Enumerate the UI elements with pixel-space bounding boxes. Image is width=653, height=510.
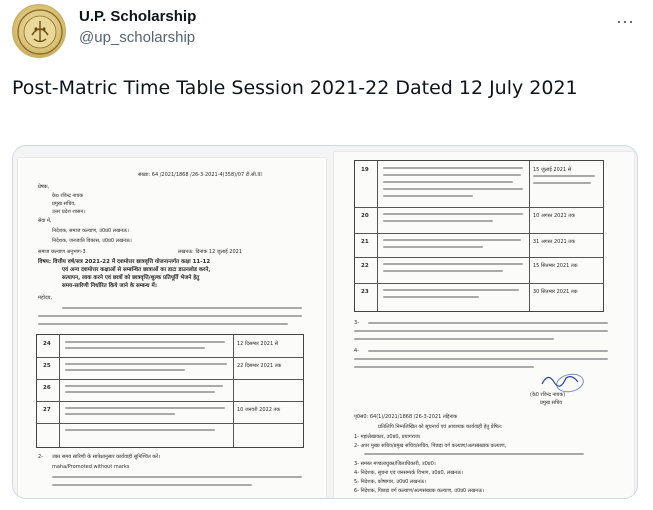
schedule-table: [354, 160, 604, 312]
table-cell-date: 15 सितम्बर 2021 तक: [533, 263, 578, 269]
table-cell-date: 12 दिसम्बर 2021 से: [237, 341, 279, 347]
tweet-text: Post-Matric Time Table Session 2021-22 Dated 12 July 2021: [12, 77, 578, 99]
text-line: [62, 307, 302, 309]
table-row-number: 22: [361, 263, 369, 269]
document-page-left: [18, 158, 326, 499]
table-row-number: 26: [43, 385, 51, 391]
sender-name: केo रविन्द्र नायक: [52, 193, 84, 199]
table-cell-date: 30 सितम्बर 2021 तक: [533, 289, 578, 295]
schedule-table: [36, 334, 304, 448]
footer-line: उक्त समय सारिणी के सापेक्षानुसार कार्यवाही सुनिश्चित करें।: [52, 454, 161, 460]
sender-org: उत्तर प्रदेश शासन।: [52, 209, 86, 215]
table-row-number: 25: [43, 363, 51, 369]
table-row-number: 24: [43, 341, 51, 347]
sender-title: प्रमुख सचिव,: [52, 201, 76, 207]
letter-reference: संख्या: 64 /2021/1868 /26-3-2021-4(358)/07 टी.सी.III: [138, 172, 262, 178]
table-cell-date: 22 दिसम्बर 2021 तक: [237, 363, 282, 369]
text-line: [38, 323, 288, 325]
salutation: महोदय,: [38, 295, 53, 301]
text-line: [52, 484, 252, 486]
to-label: सेवा में,: [38, 218, 52, 224]
text-line: [364, 453, 584, 455]
table-row-number: 27: [43, 407, 51, 413]
recipient-2: निदेशक, जनजाति विकास, उ0प्र0 लखनऊ।: [52, 238, 132, 244]
table-cell-date: 10 जनवरी 2022 तक: [237, 407, 281, 413]
user-handle[interactable]: @up_scholarship: [79, 29, 196, 46]
text-line: [354, 330, 608, 332]
signatory-name: (के0 रविन्द्र नायक): [530, 392, 566, 398]
text-line: [52, 476, 302, 478]
up-emblem-icon: [13, 5, 66, 58]
table-cell-date: 10 अगस्त 2021 तक: [533, 213, 575, 219]
point-number: 3-: [354, 320, 359, 326]
subject-line-2: एवं अन्य दशमोत्तर कक्षाओं से सम्बन्धित छात्राओं का डाटा डाउनलोड करने,: [62, 267, 211, 273]
copy-item: 6- निदेशक, पिछड़ा वर्ग कल्याण/अल्पसंख्यक कल्याण, उ0प्र0 लखनऊ।: [354, 488, 484, 494]
table-cell-date: 15 जुलाई 2021 से: [533, 167, 572, 173]
avatar[interactable]: [12, 4, 66, 58]
table-row-number: 23: [361, 289, 369, 295]
tweet-media-image[interactable]: [12, 145, 638, 499]
text-line: [368, 322, 608, 324]
text-line: [354, 366, 534, 368]
copy-title: प्रतिलिपि निम्नलिखित को सूचनार्थ एवं आवश्यक कार्यवाही हेतु प्रेषित:: [378, 424, 503, 430]
point-number: 4-: [354, 348, 359, 354]
document-page-right: [334, 152, 634, 499]
copy-item: 5- निदेशक, कोषागार, उ0प्र0 लखनऊ।: [354, 479, 426, 485]
copy-item: 4- निदेशक, सूचना एवं जनसम्पर्क विभाग, उ0प्र0, लखनऊ।: [354, 470, 463, 476]
text-line: [354, 358, 608, 360]
display-name[interactable]: U.P. Scholarship: [79, 8, 197, 25]
subject-line-1: विषय: वित्तीय वर्ष/सत्र 2021-22 में दशमोत्तर छात्रवृत्ति योजनान्तर्गत कक्षा 11-12: [38, 259, 211, 265]
sender-label: प्रेषक,: [38, 184, 50, 190]
recipient-1: निदेशक, समाज कल्याण, उ0प्र0 लखनऊ।: [52, 228, 129, 234]
footer-line: maha/Promoted without marks: [52, 464, 130, 470]
signatory-title: प्रमुख सचिव: [540, 400, 563, 406]
letter-date: लखनऊ: दिनांक 12 जुलाई 2021: [178, 249, 243, 255]
subject-line-3: सत्यापन, लाक करने एवं छात्रों को छात्रवृत्ति/शुल्क प्रतिपूर्ति भेजने हेतु: [62, 275, 200, 281]
text-line: [38, 315, 302, 317]
text-line: [368, 350, 608, 352]
copy-reference: पृ0सं0: 64(1)/2021/1868 /26-3-2021 तद्दिनांक: [354, 414, 458, 420]
more-options-icon[interactable]: ⋯: [616, 12, 635, 32]
table-row-number: 20: [361, 213, 369, 219]
point-number: 2-: [38, 454, 43, 460]
copy-item: 2- अपर मुख्य सचिव/प्रमुख सचिव/सचिव, पिछड़ा वर्ग कल्याण/अल्पसंख्यक कल्याण,: [354, 443, 507, 449]
table-row-number: 21: [361, 239, 369, 245]
table-row-number: 19: [361, 167, 369, 173]
subject-line-4: समय-सारिणी निर्धारित किये जाने के सम्बन्ध में।: [62, 283, 157, 289]
copy-item: 3- समस्त मण्डलायुक्त/जिलाधिकारी, उ0प्र0।: [354, 461, 436, 467]
copy-item: 1- महालेखाकार, उ0प्र0, प्रयागराज।: [354, 434, 421, 440]
text-line: [354, 338, 554, 340]
table-cell-date: 31 अगस्त 2021 तक: [533, 239, 575, 245]
tweet-header: [12, 4, 641, 62]
section-name: समाज कल्याण अनुभाग-3: [38, 249, 86, 255]
